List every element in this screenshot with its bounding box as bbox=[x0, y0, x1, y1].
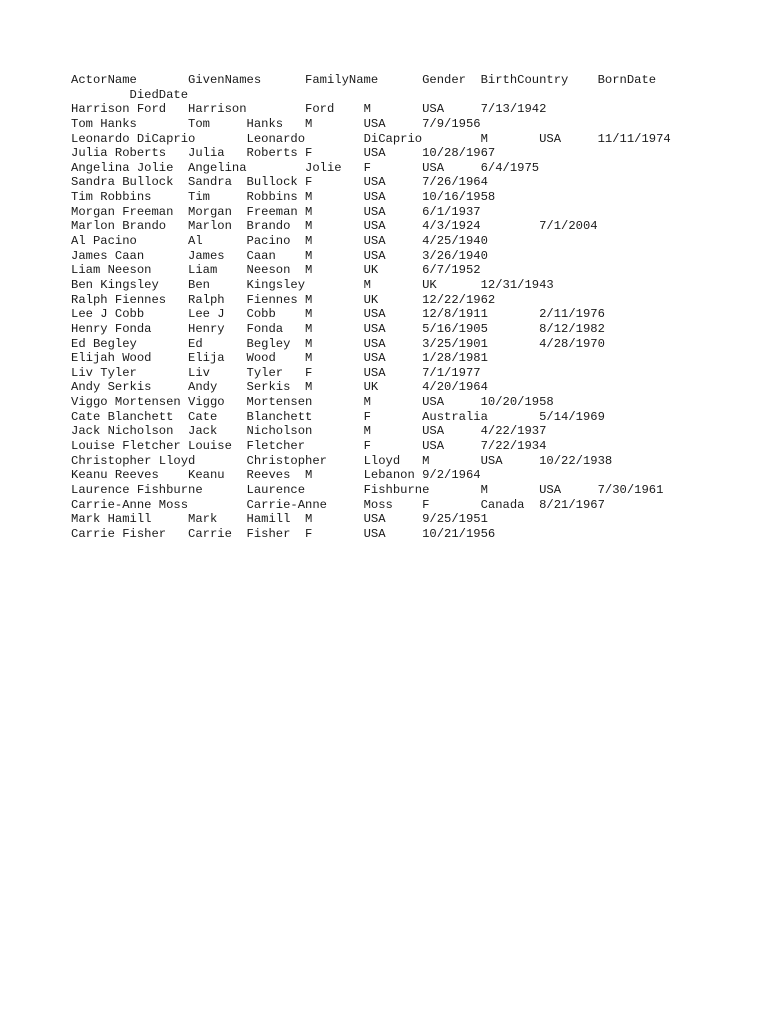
text-line: Andy Serkis Andy Serkis M UK 4/20/1964 bbox=[71, 380, 488, 395]
text-line: Ben Kingsley Ben Kingsley M UK 12/31/1943 bbox=[71, 277, 554, 292]
text-line: Henry Fonda Henry Fonda M USA 5/16/1905 8/12/1982 bbox=[71, 321, 605, 336]
text-line: Sandra Bullock Sandra Bullock F USA 7/26/1964 bbox=[71, 175, 488, 190]
text-line: Julia Roberts Julia Roberts F USA 10/28/1967 bbox=[71, 146, 496, 161]
text-line: Angelina Jolie Angelina Jolie F USA 6/4/1975 bbox=[71, 160, 540, 175]
text-line: Viggo Mortensen Viggo Mortensen M USA 10/20/1958 bbox=[71, 395, 554, 410]
text-line: Keanu Reeves Keanu Reeves M Lebanon 9/2/1964 bbox=[71, 468, 481, 483]
text-line: Carrie Fisher Carrie Fisher F USA 10/21/1956 bbox=[71, 526, 496, 541]
text-line: Tim Robbins Tim Robbins M USA 10/16/1958 bbox=[71, 190, 496, 205]
text-line: Christopher Lloyd Christopher Lloyd M USA 10/22/1938 bbox=[71, 453, 613, 468]
text-line: Ralph Fiennes Ralph Fiennes M UK 12/22/1962 bbox=[71, 292, 496, 307]
text-line: DiedDate bbox=[71, 87, 189, 102]
tab-delimited-text bbox=[71, 73, 671, 542]
text-line: Mark Hamill Mark Hamill M USA 9/25/1951 bbox=[71, 512, 488, 527]
text-line: Louise Fletcher Louise Fletcher F USA 7/22/1934 bbox=[71, 439, 547, 454]
text-line: James Caan James Caan M USA 3/26/1940 bbox=[71, 248, 488, 263]
text-line: Laurence Fishburne Laurence Fishburne M USA 7/30/1961 bbox=[71, 482, 664, 497]
text-line: Cate Blanchett Cate Blanchett F Australia 5/14/1969 bbox=[71, 409, 605, 424]
text-line: Carrie-Anne Moss Carrie-Anne Moss F Canada 8/21/1967 bbox=[71, 497, 605, 512]
text-line: Jack Nicholson Jack Nicholson M USA 4/22/1937 bbox=[71, 424, 547, 439]
text-line: Al Pacino Al Pacino M USA 4/25/1940 bbox=[71, 234, 488, 249]
text-line: Harrison Ford Harrison Ford M USA 7/13/1942 bbox=[71, 102, 547, 117]
text-line: ActorName GivenNames FamilyName Gender BirthCountry BornDate bbox=[71, 73, 657, 87]
text-line: Tom Hanks Tom Hanks M USA 7/9/1956 bbox=[71, 116, 481, 131]
text-line: Elijah Wood Elija Wood M USA 1/28/1981 bbox=[71, 351, 488, 366]
text-line: Liam Neeson Liam Neeson M UK 6/7/1952 bbox=[71, 263, 481, 278]
text-line: Liv Tyler Liv Tyler F USA 7/1/1977 bbox=[71, 365, 481, 380]
text-line: Morgan Freeman Morgan Freeman M USA 6/1/1937 bbox=[71, 204, 481, 219]
text-line: Marlon Brando Marlon Brando M USA 4/3/1924 7/1/2004 bbox=[71, 219, 598, 234]
text-line: Ed Begley Ed Begley M USA 3/25/1901 4/28/1970 bbox=[71, 336, 605, 351]
text-line: Lee J Cobb Lee J Cobb M USA 12/8/1911 2/11/1976 bbox=[71, 307, 605, 322]
text-line: Leonardo DiCaprio Leonardo DiCaprio M USA 11/11/1974 bbox=[71, 131, 671, 146]
